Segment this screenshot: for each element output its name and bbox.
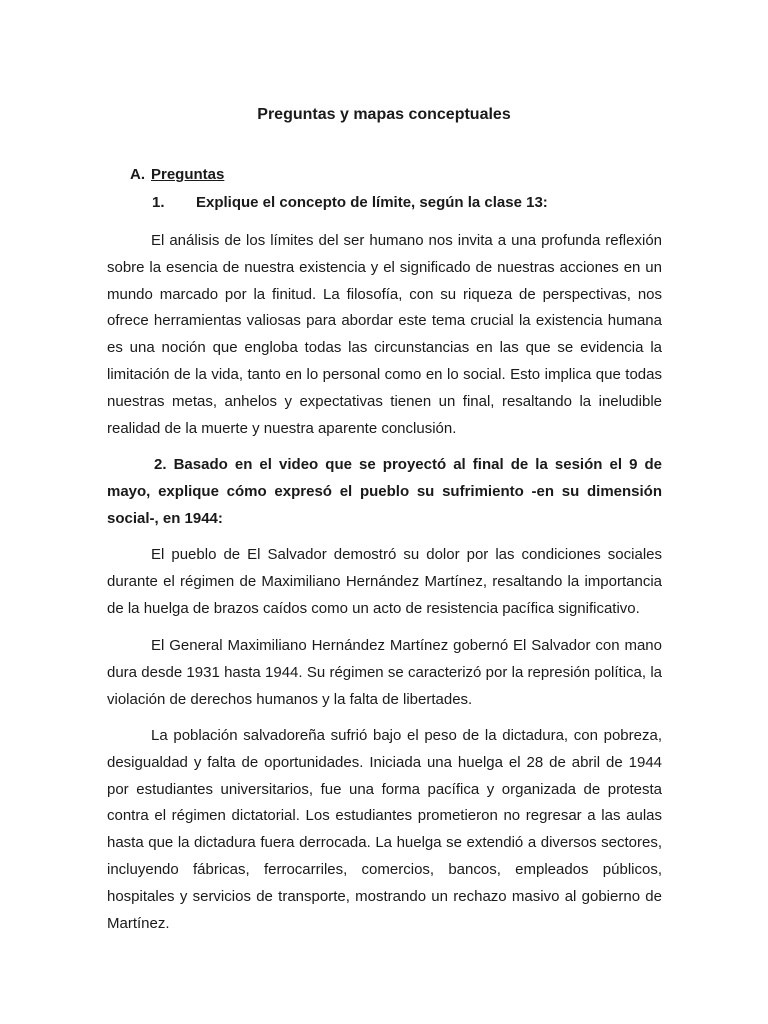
answer-2-paragraph-2: El General Maximiliano Hernández Martínez gobernó El Salvador con mano dura desde 1931 hasta 1944. Su régimen se caracterizó por la represión política, la violación de derechos humanos y la falta de libertades. — [107, 637, 662, 708]
question-1-text: Explique el concepto de límite, según la clase 13: — [196, 194, 548, 211]
answer-2-paragraph-3: La población salvadoreña sufrió bajo el peso de la dictadura, con pobreza, desigualdad y falta de oportunidades. Iniciada una huelga el 28 de abril de 1944 por estudiantes universitarios, fue una forma pacífica y organizada de protesta contra el régimen dictatorial. Los estudiantes prometieron no regresar a las aulas hasta que la dictadura fuera derrocada. La huelga se extendió a diversos sectores, incluyendo fábricas, ferrocarriles, comercios, bancos, empleados públicos, hospitales y servicios de transporte, mostrando un rechazo masivo al gobierno de Martínez. — [107, 727, 662, 932]
section-label: Preguntas — [151, 166, 225, 183]
section-letter: A. — [130, 166, 145, 183]
document-title: Preguntas y mapas conceptuales — [257, 106, 511, 123]
section-heading — [130, 166, 224, 183]
answer-2-paragraph-1: El pueblo de El Salvador demostró su dolor por las condiciones sociales durante el régimen de Maximiliano Hernández Martínez, resaltando la importancia de la huelga de brazos caídos como un acto de resistencia pacífica significativo. — [107, 546, 662, 617]
answer-1-paragraph: El análisis de los límites del ser humano nos invita a una profunda reflexión sobre la esencia de nuestra existencia y el significado de nuestras acciones en un mundo marcado por la finitud. La filosofía, con su riqueza de perspectivas, nos ofrece herramientas valiosas para abordar este tema crucial la existencia humana es una noción que engloba todas las circunstancias en las que se evidencia la limitación de la vida, tanto en lo personal como en lo social. Esto implica que todas nuestras metas, anhelos y expectativas tienen un final, resaltando la ineludible realidad de la muerte y nuestra aparente conclusión. — [107, 232, 662, 437]
question-1-number: 1. — [152, 194, 165, 211]
question-1 — [152, 194, 548, 211]
question-2: 2. Basado en el video que se proyectó al final de la sesión el 9 de mayo, explique cómo expresó el pueblo su sufrimiento -en su dimensión social-, en 1944: — [107, 456, 662, 527]
